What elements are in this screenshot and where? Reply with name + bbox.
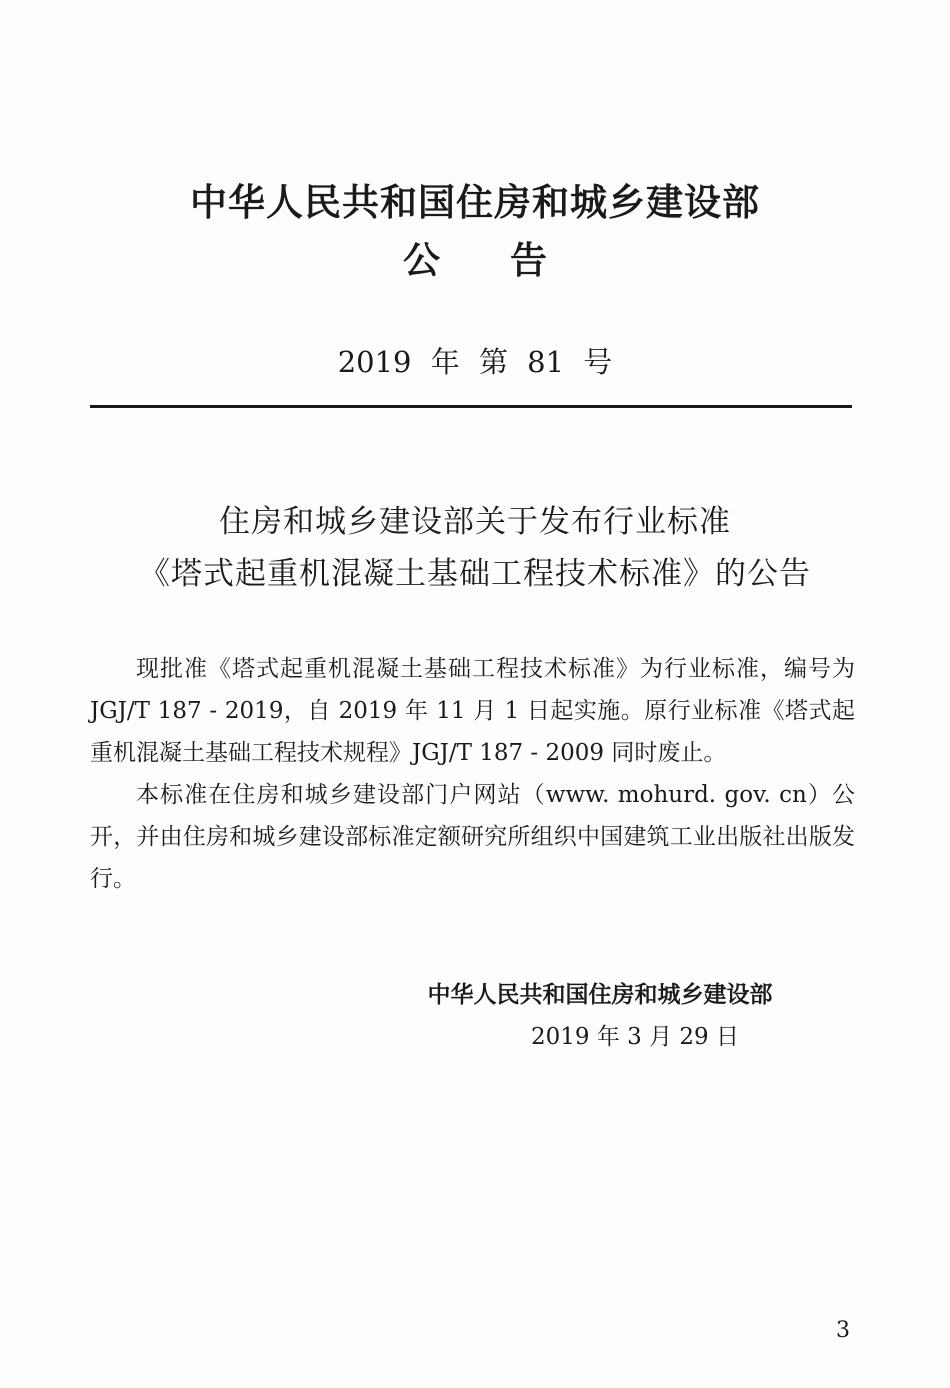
issuer-heading: 中华人民共和国住房和城乡建设部: [190, 181, 760, 224]
body-paragraph-2: 本标准在住房和城乡建设部门户网站（www. mohurd. gov. cn）公开，并由住房和城乡建设部标准定额研究所组织中国建筑工业出版社出版发行。: [90, 782, 855, 892]
notice-title-line-2: 《塔式起重机混凝土基础工程技术标准》的公告: [139, 556, 811, 592]
notice-title-line-1: 住房和城乡建设部关于发布行业标准: [219, 504, 731, 540]
document-number: 2019 年 第 81 号: [337, 345, 613, 379]
header-divider: [90, 405, 852, 408]
notice-body: [90, 648, 855, 900]
body-paragraph-1: 现批准《塔式起重机混凝土基础工程技术标准》为行业标准，编号为 JGJ/T 187 - 2019，自 2019 年 11 月 1 日起实施。原行业标准《塔式起重机混凝土基础工程技术规程》JGJ/T 187 - 2009 同时废止。: [90, 656, 855, 766]
signature-organization: 中华人民共和国住房和城乡建设部: [427, 982, 773, 1008]
notice-title: [0, 496, 950, 600]
page-number: 3: [836, 1318, 850, 1343]
document-type-heading: 公告: [403, 239, 617, 282]
signature-date: 2019 年 3 月 29 日: [531, 1024, 739, 1050]
